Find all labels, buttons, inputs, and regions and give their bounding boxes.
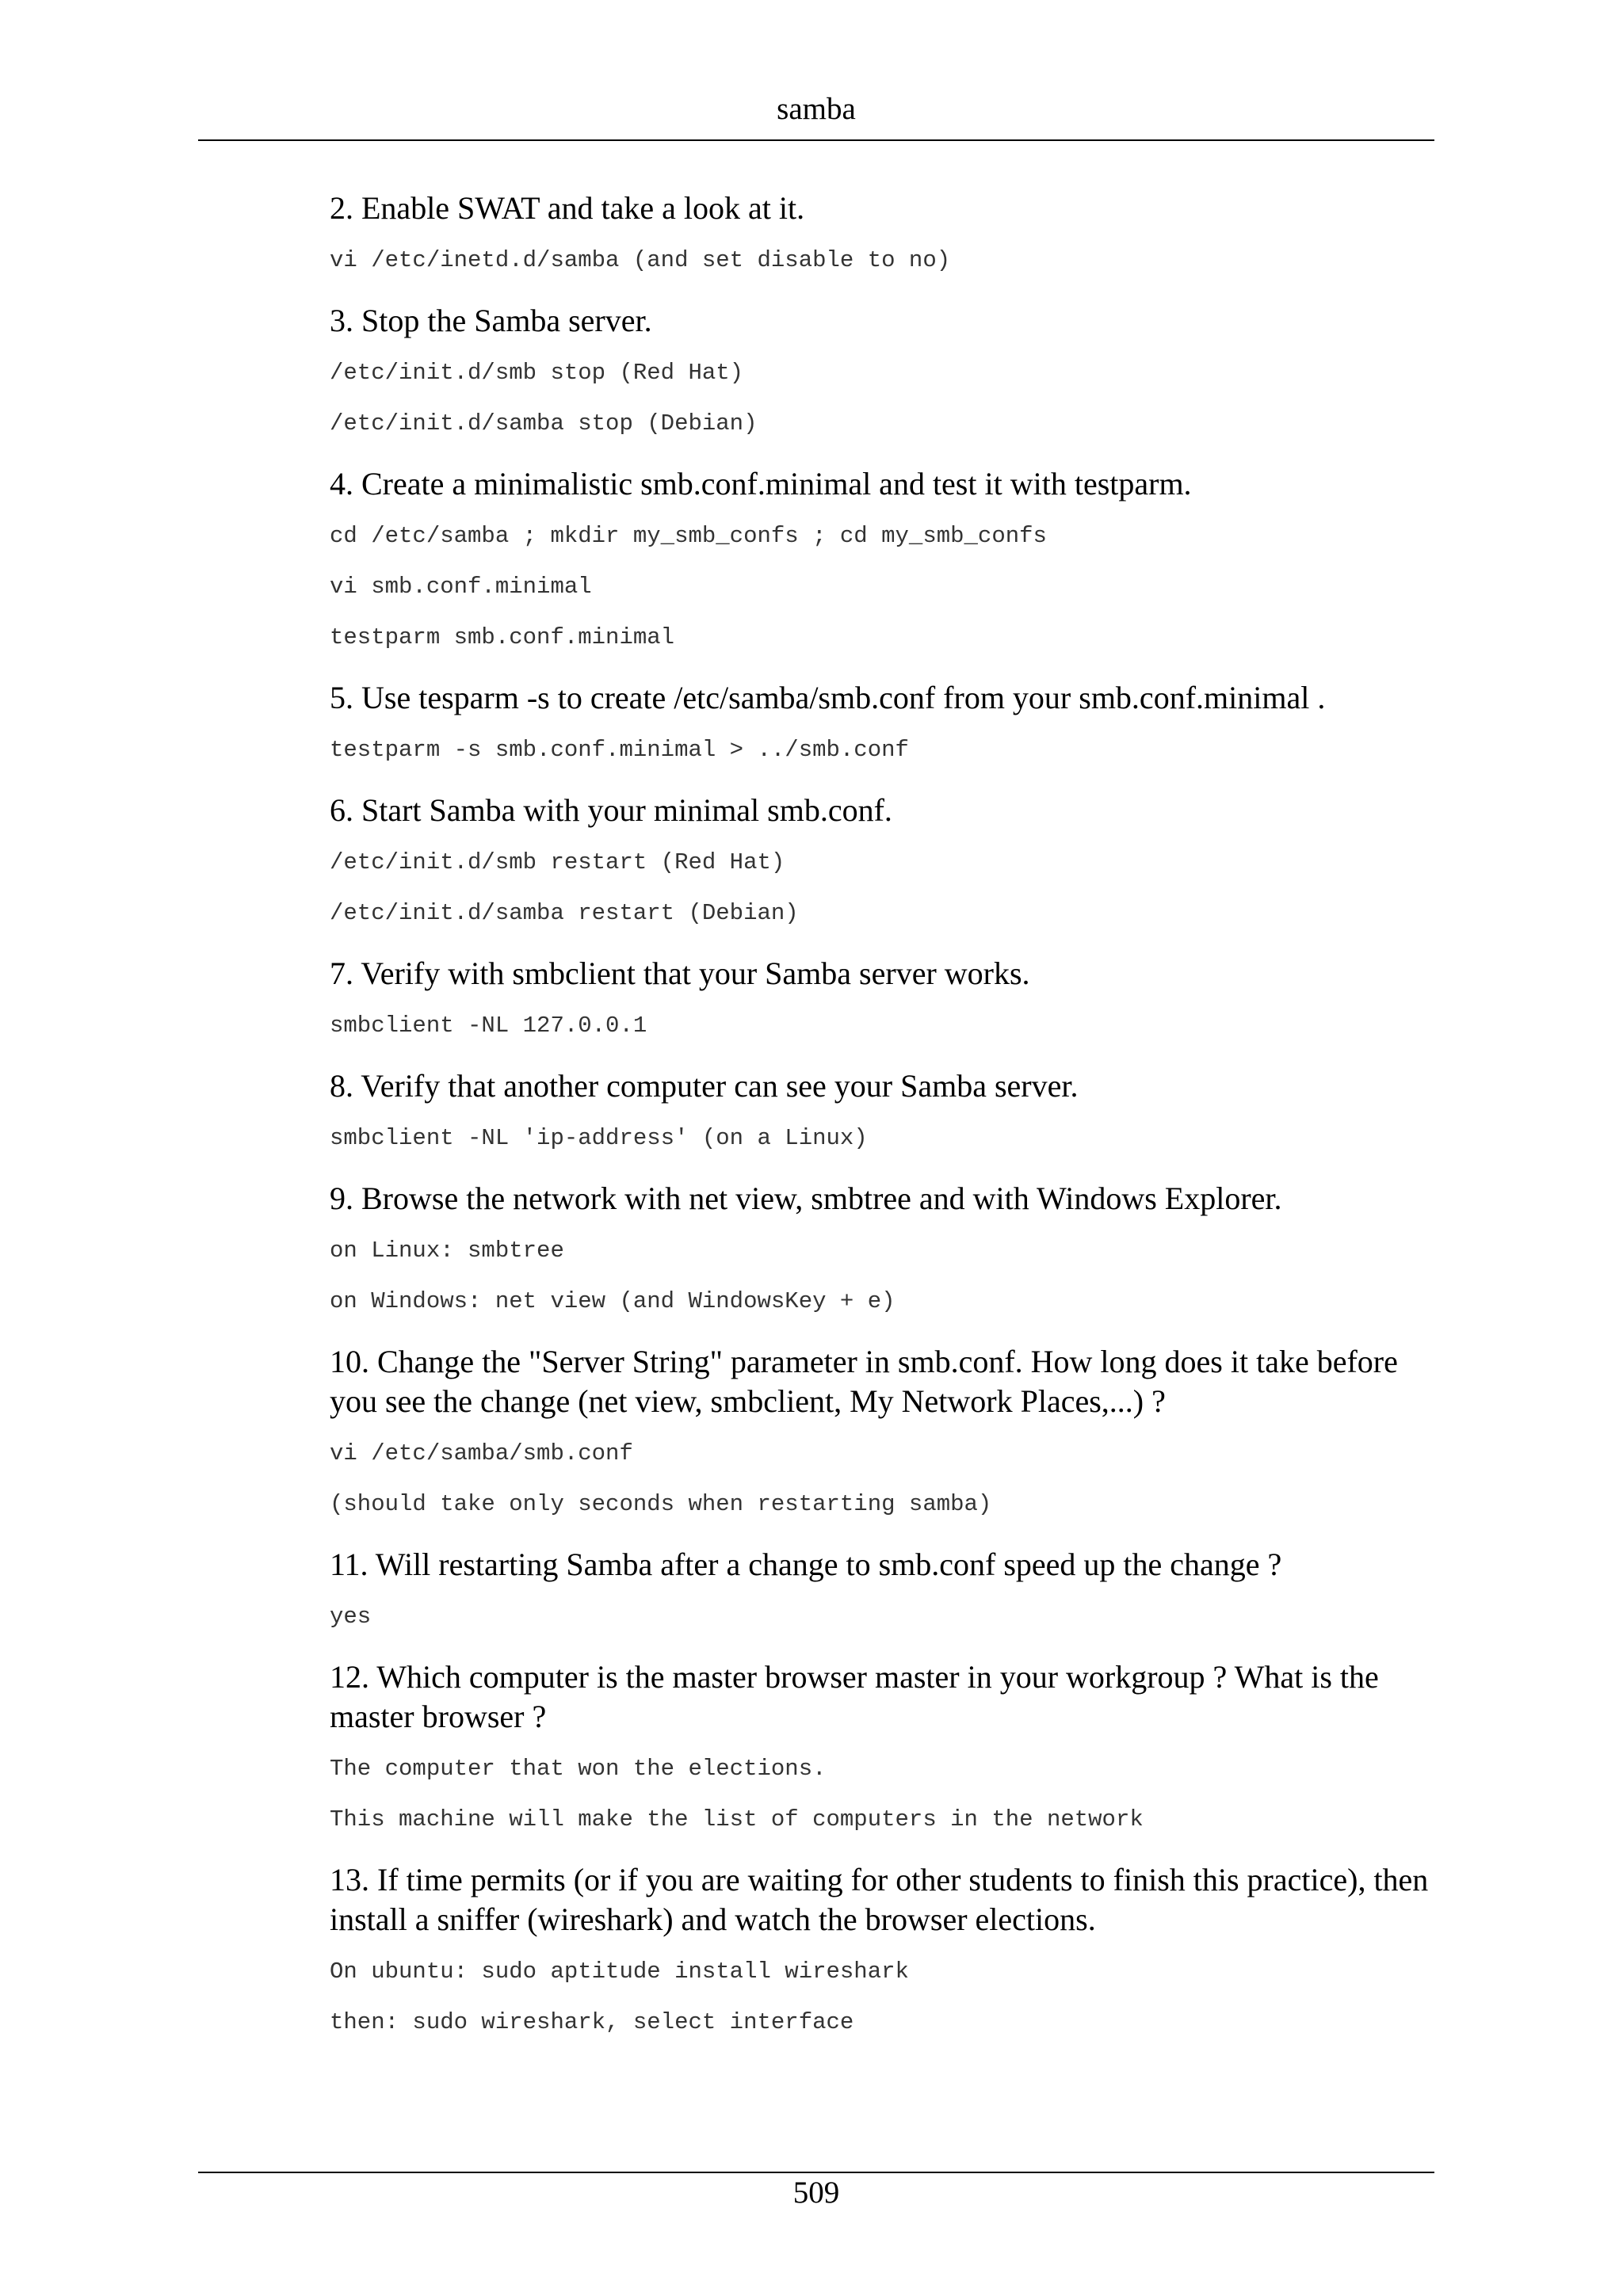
command: on Linux: smbtree	[330, 1238, 564, 1264]
question-5: 5. Use tesparm -s to create /etc/samba/smb.conf from your smb.conf.minimal .	[330, 680, 1326, 715]
page-header: samba	[777, 92, 856, 126]
question-10: 10. Change the "Server String" parameter in smb.conf. How long does it take before you see the change (net view, smbclient, My Network Places,...) ?	[330, 1344, 1398, 1419]
command: This machine will make the list of computers in the network	[330, 1806, 1144, 1833]
command: yes	[330, 1604, 372, 1630]
command: /etc/init.d/samba restart (Debian)	[330, 900, 799, 926]
question-13: 13. If time permits (or if you are waiting for other students to finish this practice), then install a sniffer (wireshark) and watch the browser elections.	[330, 1862, 1429, 1937]
command: testparm -s smb.conf.minimal > ../smb.conf	[330, 737, 909, 763]
command: vi /etc/samba/smb.conf	[330, 1440, 633, 1466]
command: /etc/init.d/samba stop (Debian)	[330, 410, 758, 437]
question-3: 3. Stop the Samba server.	[330, 303, 652, 338]
command: then: sudo wireshark, select interface	[330, 2009, 854, 2035]
command: smbclient -NL 'ip-address' (on a Linux)	[330, 1125, 868, 1151]
page-number: 509	[792, 2176, 840, 2210]
question-9: 9. Browse the network with net view, smbtree and with Windows Explorer.	[330, 1180, 1282, 1216]
header-rule	[198, 139, 1434, 141]
command: cd /etc/samba ; mkdir my_smb_confs ; cd my_smb_confs	[330, 523, 1047, 549]
question-2: 2. Enable SWAT and take a look at it.	[330, 190, 805, 226]
question-4: 4. Create a minimalistic smb.conf.minimal and test it with testparm.	[330, 466, 1192, 502]
command: The computer that won the elections.	[330, 1756, 827, 1782]
command: On ubuntu: sudo aptitude install wireshark	[330, 1958, 909, 1985]
command: vi /etc/inetd.d/samba (and set disable to no)	[330, 247, 951, 273]
question-8: 8. Verify that another computer can see your Samba server.	[330, 1068, 1079, 1104]
command: (should take only seconds when restarting samba)	[330, 1491, 992, 1517]
command: smbclient -NL 127.0.0.1	[330, 1013, 647, 1039]
page-body	[330, 189, 1434, 2060]
question-6: 6. Start Samba with your minimal smb.conf.	[330, 792, 892, 828]
command: on Windows: net view (and WindowsKey + e)	[330, 1288, 896, 1314]
command: /etc/init.d/smb restart (Red Hat)	[330, 849, 785, 875]
question-7: 7. Verify with smbclient that your Samba server works.	[330, 955, 1030, 991]
command: testparm smb.conf.minimal	[330, 624, 675, 650]
question-11: 11. Will restarting Samba after a change to smb.conf speed up the change ?	[330, 1547, 1282, 1582]
command: /etc/init.d/smb stop (Red Hat)	[330, 360, 744, 386]
footer-rule	[198, 2172, 1434, 2173]
question-12: 12. Which computer is the master browser master in your workgroup ? What is the master browser ?	[330, 1659, 1379, 1734]
command: vi smb.conf.minimal	[330, 574, 592, 600]
